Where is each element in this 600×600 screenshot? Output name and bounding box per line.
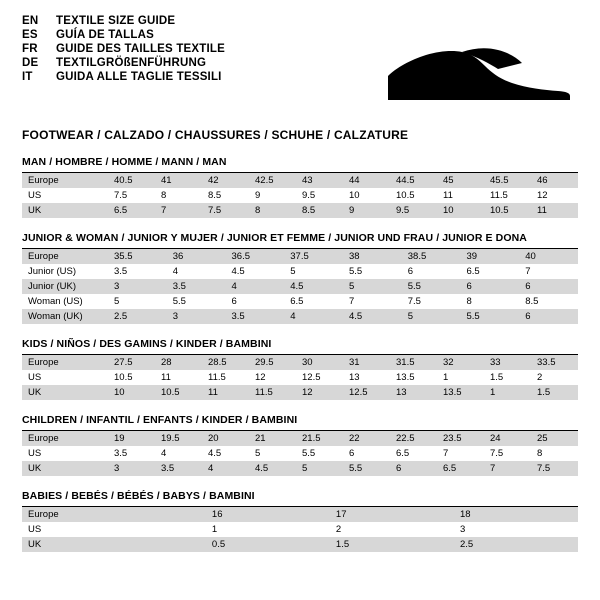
- size-cell: 9: [255, 190, 261, 201]
- language-code: FR: [22, 43, 38, 55]
- size-cell: 6.5: [466, 266, 480, 277]
- size-cell: 19.5: [155, 431, 202, 446]
- size-cell: 35.5: [108, 249, 167, 264]
- size-cell: 13.5: [437, 385, 484, 400]
- size-cell: 10: [108, 385, 155, 400]
- language-title: TEXTILE SIZE GUIDE: [56, 15, 176, 27]
- size-cell: 24: [484, 431, 531, 446]
- size-cell: 2: [335, 524, 342, 535]
- size-cell: 23.5: [437, 431, 484, 446]
- size-cell: 5.5: [349, 266, 363, 277]
- size-cell: 31.5: [390, 355, 437, 370]
- size-cell: 27.5: [108, 355, 155, 370]
- table-row: [22, 370, 578, 385]
- table-row: [22, 188, 578, 203]
- table-row: [22, 461, 578, 476]
- size-cell: 40.5: [108, 173, 155, 188]
- size-cell: 6: [349, 448, 355, 459]
- size-group: [22, 156, 578, 218]
- size-group-title: KIDS / NIÑOS / DES GAMINS / KINDER / BAMBINI: [22, 338, 272, 350]
- size-cell: 7: [525, 266, 531, 277]
- size-table: [22, 431, 578, 476]
- language-title: GUIDE DES TAILLES TEXTILE: [56, 43, 225, 55]
- size-cell: 2.5: [108, 309, 167, 324]
- table-row: [22, 279, 578, 294]
- language-code: ES: [22, 29, 38, 41]
- size-cell: 7.5: [202, 203, 249, 218]
- row-label: UK: [22, 537, 206, 552]
- size-cell: 7.5: [490, 448, 504, 459]
- size-cell: 20: [202, 431, 249, 446]
- size-cell: 22: [343, 431, 390, 446]
- size-cell: 8.5: [296, 203, 343, 218]
- size-cell: 6.5: [396, 448, 410, 459]
- size-cell: 18: [454, 507, 578, 522]
- size-cell: 1.5: [531, 385, 578, 400]
- size-cell: 3.5: [114, 448, 128, 459]
- size-cell: 11.5: [208, 372, 226, 383]
- table-row: [22, 264, 578, 279]
- size-cell: 44: [343, 173, 390, 188]
- size-cell: 13: [390, 385, 437, 400]
- size-cell: 4: [172, 266, 179, 277]
- size-cell: 1: [484, 385, 531, 400]
- size-cell: 6: [461, 279, 520, 294]
- table-row: [22, 507, 578, 522]
- row-label: Junior (UK): [22, 279, 108, 294]
- size-groups: [22, 156, 578, 552]
- size-cell: 8.5: [208, 190, 222, 201]
- size-cell: 3.5: [167, 279, 226, 294]
- size-cell: 5: [402, 309, 461, 324]
- table-row: [22, 537, 578, 552]
- size-cell: 6.5: [437, 461, 484, 476]
- row-label: Junior (US): [28, 266, 77, 277]
- row-label: Woman (UK): [22, 309, 108, 324]
- size-cell: 36: [167, 249, 226, 264]
- size-cell: 22.5: [390, 431, 437, 446]
- size-cell: 19: [108, 431, 155, 446]
- size-cell: 12: [255, 372, 266, 383]
- size-cell: 31: [343, 355, 390, 370]
- size-cell: 8: [249, 203, 296, 218]
- size-cell: 37.5: [284, 249, 343, 264]
- size-cell: 8: [537, 448, 543, 459]
- size-cell: 28.5: [202, 355, 249, 370]
- size-cell: 10.5: [155, 385, 202, 400]
- size-cell: 8: [161, 190, 167, 201]
- size-cell: 4: [161, 448, 167, 459]
- size-cell: 4: [202, 461, 249, 476]
- size-cell: 10.5: [396, 190, 415, 201]
- size-cell: 4.5: [231, 266, 245, 277]
- size-cell: 7.5: [407, 296, 421, 307]
- language-title: GUÍA DE TALLAS: [56, 29, 154, 41]
- size-cell: 1: [443, 372, 449, 383]
- size-cell: 6: [390, 461, 437, 476]
- row-label: US: [28, 372, 42, 383]
- size-group: [22, 232, 578, 324]
- size-cell: 5: [255, 448, 261, 459]
- table-row: [22, 385, 578, 400]
- size-cell: 5: [296, 461, 343, 476]
- size-cell: 21.5: [296, 431, 343, 446]
- size-cell: 4.5: [343, 309, 402, 324]
- language-titles: [22, 16, 225, 86]
- size-cell: 30: [296, 355, 343, 370]
- size-cell: 42.5: [249, 173, 296, 188]
- size-cell: 7: [349, 296, 355, 307]
- row-label: UK: [22, 203, 108, 218]
- size-cell: 7.5: [531, 461, 578, 476]
- size-cell: 11: [161, 372, 171, 383]
- size-cell: 38: [343, 249, 402, 264]
- size-cell: 45.5: [484, 173, 531, 188]
- language-row: [22, 72, 225, 86]
- row-label: Woman (US): [28, 296, 83, 307]
- size-cell: 11.5: [490, 190, 508, 201]
- row-label: Europe: [22, 355, 108, 370]
- size-cell: 10: [437, 203, 484, 218]
- size-cell: 3: [459, 524, 466, 535]
- language-row: [22, 58, 225, 72]
- size-cell: 5.5: [302, 448, 316, 459]
- size-cell: 9.5: [302, 190, 316, 201]
- size-cell: 16: [206, 507, 330, 522]
- size-cell: 40: [519, 249, 578, 264]
- language-row: [22, 30, 225, 44]
- size-cell: 12: [296, 385, 343, 400]
- size-cell: 5.5: [461, 309, 520, 324]
- row-label: US: [28, 190, 42, 201]
- size-cell: 6.5: [108, 203, 155, 218]
- size-cell: 6: [519, 279, 578, 294]
- size-cell: 39: [461, 249, 520, 264]
- size-cell: 9: [343, 203, 390, 218]
- table-row: [22, 249, 578, 264]
- size-cell: 2.5: [454, 537, 578, 552]
- row-label: UK: [22, 461, 108, 476]
- size-cell: 33.5: [531, 355, 578, 370]
- language-title: TEXTILGRÖßENFÜHRUNG: [56, 57, 207, 69]
- size-table: [22, 507, 578, 552]
- size-cell: 1: [211, 524, 218, 535]
- size-cell: 0.5: [206, 537, 330, 552]
- size-cell: 4.5: [249, 461, 296, 476]
- size-cell: 11: [202, 385, 249, 400]
- row-label: Europe: [22, 249, 108, 264]
- size-cell: 5: [343, 279, 402, 294]
- size-cell: 5.5: [402, 279, 461, 294]
- section-title: FOOTWEAR / CALZADO / CHAUSSURES / SCHUHE / CALZATURE: [22, 128, 409, 142]
- size-cell: 33: [484, 355, 531, 370]
- row-label: Europe: [22, 431, 108, 446]
- size-cell: 4: [226, 279, 285, 294]
- size-cell: 38.5: [402, 249, 461, 264]
- table-row: [22, 355, 578, 370]
- size-cell: 2: [537, 372, 543, 383]
- size-cell: 6: [231, 296, 237, 307]
- language-code: DE: [22, 57, 39, 69]
- size-cell: 6: [407, 266, 414, 277]
- size-cell: 7: [484, 461, 531, 476]
- size-group-title: JUNIOR & WOMAN / JUNIOR Y MUJER / JUNIOR ET FEMME / JUNIOR UND FRAU / JUNIOR E DONA: [22, 232, 527, 244]
- size-cell: 5.5: [172, 296, 186, 307]
- row-label: Europe: [22, 507, 206, 522]
- size-cell: 44.5: [390, 173, 437, 188]
- size-cell: 4.5: [208, 448, 222, 459]
- size-cell: 11: [531, 203, 578, 218]
- size-cell: 3.5: [226, 309, 285, 324]
- size-cell: 41: [155, 173, 202, 188]
- size-cell: 4.5: [284, 279, 343, 294]
- size-cell: 3: [108, 279, 167, 294]
- size-cell: 7: [155, 203, 202, 218]
- size-cell: 3: [108, 461, 155, 476]
- size-cell: 46: [531, 173, 578, 188]
- size-cell: 3.5: [155, 461, 202, 476]
- size-cell: 1.5: [490, 372, 504, 383]
- language-code: EN: [22, 15, 39, 27]
- language-row: [22, 44, 225, 58]
- size-cell: 11: [443, 190, 453, 201]
- size-group-title: CHILDREN / INFANTIL / ENFANTS / KINDER / BAMBINI: [22, 414, 298, 426]
- size-cell: 6.5: [290, 296, 304, 307]
- size-cell: 4: [284, 309, 343, 324]
- size-cell: 11.5: [249, 385, 296, 400]
- size-cell: 42: [202, 173, 249, 188]
- table-row: [22, 203, 578, 218]
- row-label: US: [28, 524, 42, 535]
- size-cell: 6: [519, 309, 578, 324]
- row-label: UK: [22, 385, 108, 400]
- size-cell: 21: [249, 431, 296, 446]
- size-group-title: BABIES / BEBÉS / BÉBÉS / BABYS / BAMBINI: [22, 490, 255, 502]
- row-label: Europe: [22, 173, 108, 188]
- size-cell: 5.5: [343, 461, 390, 476]
- size-cell: 10.5: [114, 372, 133, 383]
- size-group: [22, 414, 578, 476]
- language-titles-body: [22, 16, 225, 86]
- table-row: [22, 431, 578, 446]
- table-row: [22, 522, 578, 537]
- dress-shoe-icon: [382, 38, 572, 108]
- size-cell: 13.5: [396, 372, 415, 383]
- size-group: [22, 490, 578, 552]
- language-row: [22, 16, 225, 30]
- size-cell: 7.5: [114, 190, 128, 201]
- size-cell: 5: [290, 266, 296, 277]
- size-cell: 36.5: [226, 249, 285, 264]
- language-title: GUIDA ALLE TAGLIE TESSILI: [56, 71, 222, 83]
- size-cell: 3: [167, 309, 226, 324]
- size-cell: 8.5: [525, 296, 539, 307]
- size-cell: 45: [437, 173, 484, 188]
- page-header: [22, 16, 578, 116]
- size-cell: 3.5: [114, 266, 128, 277]
- size-cell: 17: [330, 507, 454, 522]
- size-cell: 12: [537, 190, 548, 201]
- table-row: [22, 173, 578, 188]
- size-table: [22, 173, 578, 218]
- size-cell: 7: [443, 448, 449, 459]
- size-cell: 9.5: [390, 203, 437, 218]
- table-row: [22, 446, 578, 461]
- table-row: [22, 294, 578, 309]
- size-cell: 43: [296, 173, 343, 188]
- language-code: IT: [22, 71, 33, 83]
- size-cell: 5: [114, 296, 120, 307]
- size-cell: 25: [531, 431, 578, 446]
- size-group-title: MAN / HOMBRE / HOMME / MANN / MAN: [22, 156, 227, 168]
- size-table: [22, 355, 578, 400]
- size-cell: 1.5: [330, 537, 454, 552]
- size-cell: 8: [466, 296, 472, 307]
- size-cell: 13: [349, 372, 360, 383]
- size-table: [22, 249, 578, 324]
- size-cell: 28: [155, 355, 202, 370]
- size-group: [22, 338, 578, 400]
- size-cell: 12.5: [302, 372, 321, 383]
- size-cell: 32: [437, 355, 484, 370]
- size-cell: 12.5: [343, 385, 390, 400]
- row-label: US: [28, 448, 42, 459]
- size-cell: 10: [349, 190, 360, 201]
- size-cell: 10.5: [484, 203, 531, 218]
- size-cell: 29.5: [249, 355, 296, 370]
- table-row: [22, 309, 578, 324]
